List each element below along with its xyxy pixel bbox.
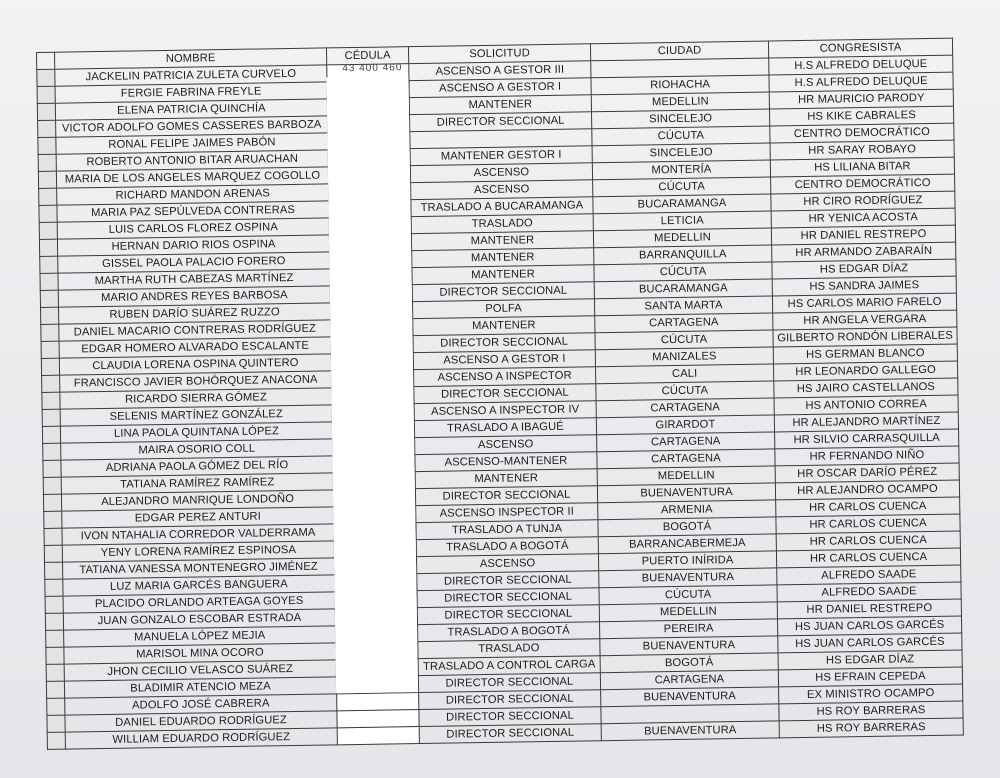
nombre-cell: MARIA PAZ SEPÚLVEDA CONTRERAS bbox=[57, 201, 329, 222]
solicitud-cell: ASCENSO A GESTOR I bbox=[413, 350, 595, 370]
ciudad-cell: RIOHACHA bbox=[591, 75, 769, 95]
congresista-cell: H.S ALFREDO DELUQUE bbox=[769, 55, 953, 75]
row-index-cell bbox=[39, 222, 57, 239]
row-index-cell bbox=[41, 324, 59, 341]
solicitud-cell: ASCENSO bbox=[415, 435, 597, 455]
nombre-cell: JACKELIN PATRICIA ZULETA CURVELO bbox=[55, 65, 327, 86]
nombre-cell: TATIANA RAMÍREZ RAMÍREZ bbox=[61, 473, 333, 494]
nombre-cell: LUIS CARLOS FLOREZ OSPINA bbox=[57, 218, 329, 239]
partial-cedula-text: 43 400 460 bbox=[342, 62, 403, 75]
nombre-cell: VICTOR ADOLFO GOMES CASSERES BARBOZA bbox=[56, 116, 328, 137]
row-index-cell bbox=[42, 426, 60, 443]
solicitud-cell: ASCENSO bbox=[416, 554, 598, 574]
ciudad-cell: BOGOTÁ bbox=[598, 517, 776, 537]
nombre-cell: CLAUDIA LORENA OSPINA QUINTERO bbox=[59, 354, 331, 375]
nombre-cell: MANUELA LÓPEZ MEJIA bbox=[64, 626, 336, 647]
nombre-cell: MARISOL MINA OCORO bbox=[64, 643, 336, 664]
row-index-cell bbox=[38, 120, 56, 137]
redaction-block bbox=[326, 76, 418, 693]
row-index-cell bbox=[40, 256, 58, 273]
nombre-cell: MARTHA RUTH CABEZAS MARTÍNEZ bbox=[58, 269, 330, 290]
ciudad-cell: BUCARAMANGA bbox=[593, 194, 771, 214]
congresista-cell: HR DANIEL RESTREPO bbox=[771, 225, 955, 245]
row-index-cell bbox=[47, 698, 65, 715]
ciudad-cell: MONTERÍA bbox=[592, 160, 770, 180]
congresista-cell: HR SARAY ROBAYO bbox=[770, 140, 954, 160]
congresista-cell: CENTRO DEMOCRÁTICO bbox=[771, 174, 955, 194]
solicitud-cell: ASCENSO-MANTENER bbox=[415, 452, 597, 472]
solicitud-cell: TRASLADO A IBAGUÉ bbox=[414, 418, 596, 438]
solicitud-cell: DIRECTOR SECCIONAL bbox=[419, 707, 601, 727]
row-index-cell bbox=[38, 171, 56, 188]
row-index-cell bbox=[39, 188, 57, 205]
congresista-cell: HR YENICA ACOSTA bbox=[771, 208, 955, 228]
solicitud-cell: TRASLADO A BUCARAMANGA bbox=[411, 197, 593, 217]
nombre-cell: RUBEN DARÍO SUÁREZ RUZZO bbox=[59, 303, 331, 324]
nombre-cell: IVON NTAHALIA CORREDOR VALDERRAMA bbox=[62, 524, 334, 545]
nombre-cell: DANIEL MACARIO CONTRERAS RODRÍGUEZ bbox=[59, 320, 331, 341]
nombre-cell: MARIA DE LOS ANGELES MARQUEZ COGOLLO bbox=[56, 167, 328, 188]
solicitud-cell: POLFA bbox=[412, 299, 594, 319]
congresista-cell: HR CARLOS CUENCA bbox=[776, 548, 960, 568]
ciudad-cell: CARTAGENA bbox=[596, 398, 774, 418]
row-index-cell bbox=[43, 460, 61, 477]
congresista-cell: ALFREDO SAADE bbox=[777, 565, 961, 585]
congresista-cell: HS ROY BARRERAS bbox=[779, 701, 963, 721]
row-index-cell bbox=[39, 205, 57, 222]
congresista-cell: HS JAIRO CASTELLANOS bbox=[774, 378, 958, 398]
ciudad-cell: PEREIRA bbox=[600, 619, 778, 639]
congresista-cell: GILBERTO RONDÓN LIBERALES bbox=[773, 327, 957, 347]
solicitud-cell: DIRECTOR SECCIONAL bbox=[413, 333, 595, 353]
row-index-cell bbox=[38, 137, 56, 154]
nombre-cell: ELENA PATRICIA QUINCHÍA bbox=[55, 99, 327, 120]
solicitud-cell: DIRECTOR SECCIONAL bbox=[418, 673, 600, 693]
row-index-cell bbox=[40, 273, 58, 290]
congresista-cell: HR LEONARDO GALLEGO bbox=[773, 361, 957, 381]
ciudad-cell: BUENAVENTURA bbox=[597, 483, 775, 503]
cedula-cell bbox=[337, 693, 419, 711]
nombre-cell: ADRIANA PAOLA GÓMEZ DEL RÍO bbox=[61, 456, 333, 477]
nombre-cell: RICHARD MANDON ARENAS bbox=[57, 184, 329, 205]
ciudad-cell: CARTAGENA bbox=[600, 670, 778, 690]
ciudad-cell: BARRANQUILLA bbox=[594, 245, 772, 265]
nombre-cell: FERGIE FABRINA FREYLE bbox=[55, 82, 327, 103]
ciudad-cell: LETICIA bbox=[593, 211, 771, 231]
ciudad-cell: MANIZALES bbox=[595, 347, 773, 367]
nombre-cell: ROBERTO ANTONIO BITAR ARUACHAN bbox=[56, 150, 328, 171]
congresista-cell: HR FERNANDO NIÑO bbox=[775, 446, 959, 466]
nombre-cell: EDGAR HOMERO ALVARADO ESCALANTE bbox=[59, 337, 331, 358]
ciudad-cell: CARTAGENA bbox=[595, 313, 773, 333]
nombre-cell: ALEJANDRO MANRIQUE LONDOÑO bbox=[61, 490, 333, 511]
solicitud-cell: DIRECTOR SECCIONAL bbox=[417, 605, 599, 625]
row-index-cell bbox=[46, 681, 64, 698]
ciudad-cell: BUENAVENTURA bbox=[600, 636, 778, 656]
solicitud-cell: DIRECTOR SECCIONAL bbox=[414, 384, 596, 404]
nombre-cell: MAIRA OSORIO COLL bbox=[61, 439, 333, 460]
congresista-cell: HR OSCAR DARÍO PÉREZ bbox=[775, 463, 959, 483]
table-wrapper bbox=[36, 38, 963, 758]
nombre-cell: PLACIDO ORLANDO ARTEAGA GOYES bbox=[63, 592, 335, 613]
ciudad-cell: GIRARDOT bbox=[596, 415, 774, 435]
solicitud-cell: ASCENSO INSPECTOR II bbox=[416, 503, 598, 523]
ciudad-cell: SINCELEJO bbox=[592, 143, 770, 163]
solicitud-cell: MANTENER bbox=[411, 231, 593, 251]
row-index-cell bbox=[37, 69, 55, 86]
cedula-cell bbox=[337, 710, 419, 728]
nombre-cell: GISSEL PAOLA PALACIO FORERO bbox=[58, 252, 330, 273]
congresista-cell: HR CARLOS CUENCA bbox=[776, 531, 960, 551]
row-index-cell bbox=[43, 477, 61, 494]
solicitud-cell: ASCENSO bbox=[410, 163, 592, 183]
row-index-cell bbox=[41, 358, 59, 375]
row-index-cell bbox=[42, 392, 60, 409]
nombre-cell: BLADIMIR ATENCIO MEZA bbox=[64, 677, 336, 698]
congresista-cell: HS EFRAIN CEPEDA bbox=[778, 667, 962, 687]
row-index-cell bbox=[45, 579, 63, 596]
nombre-cell: JHON CECILIO VELASCO SUÁREZ bbox=[64, 660, 336, 681]
congresista-cell: HR DANIEL RESTREPO bbox=[777, 599, 961, 619]
congresista-cell: H.S ALFREDO DELUQUE bbox=[769, 72, 953, 92]
nombre-cell: RICARDO SIERRA GÓMEZ bbox=[60, 388, 332, 409]
ciudad-cell: SINCELEJO bbox=[592, 109, 770, 129]
row-index-cell bbox=[40, 290, 58, 307]
header-solicitud: SOLICITUD bbox=[408, 44, 590, 64]
nombre-cell: LUZ MARIA GARCÉS BANGUERA bbox=[63, 575, 335, 596]
congresista-cell: HR CARLOS CUENCA bbox=[776, 497, 960, 517]
solicitud-cell: ASCENSO A INSPECTOR bbox=[414, 367, 596, 387]
ciudad-cell: MEDELLIN bbox=[597, 466, 775, 486]
row-index-cell bbox=[41, 341, 59, 358]
row-index-cell bbox=[46, 630, 64, 647]
congresista-cell: HS EDGAR DÍAZ bbox=[772, 259, 956, 279]
row-index-cell bbox=[45, 613, 63, 630]
congresista-cell: HS JUAN CARLOS GARCÉS bbox=[777, 616, 961, 636]
congresista-cell: EX MINISTRO OCAMPO bbox=[779, 684, 963, 704]
nombre-cell: EDGAR PEREZ ANTURI bbox=[62, 507, 334, 528]
congresista-cell: HR ARMANDO ZABARAÍN bbox=[772, 242, 956, 262]
row-index-cell bbox=[39, 239, 57, 256]
congresista-cell: HS ROY BARRERAS bbox=[779, 718, 963, 738]
solicitud-cell: DIRECTOR SECCIONAL bbox=[415, 486, 597, 506]
ciudad-cell: CÚCUTA bbox=[599, 585, 777, 605]
nombre-cell: DANIEL EDUARDO RODRÍGUEZ bbox=[65, 711, 337, 732]
ciudad-cell: CÚCUTA bbox=[592, 126, 770, 146]
row-index-cell bbox=[37, 103, 55, 120]
nombre-cell: TATIANA VANESSA MONTENEGRO JIMÉNEZ bbox=[63, 558, 335, 579]
header-ciudad: CIUDAD bbox=[590, 41, 768, 61]
congresista-cell: HR CARLOS CUENCA bbox=[776, 514, 960, 534]
row-index-cell bbox=[43, 494, 61, 511]
solicitud-cell: DIRECTOR SECCIONAL bbox=[417, 588, 599, 608]
ciudad-cell: ARMENIA bbox=[598, 500, 776, 520]
ciudad-cell: MEDELLIN bbox=[599, 602, 777, 622]
row-index-cell bbox=[43, 443, 61, 460]
ciudad-cell: SANTA MARTA bbox=[594, 296, 772, 316]
ciudad-cell: CÚCUTA bbox=[594, 262, 772, 282]
nombre-cell: MARIO ANDRES REYES BARBOSA bbox=[58, 286, 330, 307]
ciudad-cell: CARTAGENA bbox=[597, 432, 775, 452]
ciudad-cell: CALI bbox=[596, 364, 774, 384]
solicitud-cell: DIRECTOR SECCIONAL bbox=[412, 282, 594, 302]
row-index-cell bbox=[47, 732, 65, 749]
nombre-cell: YENY LORENA RAMÍREZ ESPINOSA bbox=[62, 541, 334, 562]
row-index-cell bbox=[42, 375, 60, 392]
ciudad-cell: PUERTO INÍRIDA bbox=[598, 551, 776, 571]
row-index-cell bbox=[44, 511, 62, 528]
ciudad-cell: CARTAGENA bbox=[597, 449, 775, 469]
ciudad-cell: MEDELLIN bbox=[593, 228, 771, 248]
ciudad-cell: CÚCUTA bbox=[595, 330, 773, 350]
congresista-cell: HR ALEJANDRO OCAMPO bbox=[775, 480, 959, 500]
solicitud-cell: ASCENSO A GESTOR I bbox=[409, 78, 591, 98]
ciudad-cell: BARRANCABERMEJA bbox=[598, 534, 776, 554]
ciudad-cell: BOGOTÁ bbox=[600, 653, 778, 673]
nombre-cell: HERNAN DARIO RIOS OSPINA bbox=[57, 235, 329, 256]
congresista-cell: HR CIRO RODRÍGUEZ bbox=[771, 191, 955, 211]
nombre-cell: LINA PAOLA QUINTANA LÓPEZ bbox=[60, 422, 332, 443]
congresista-cell: HS CARLOS MARIO FARELO bbox=[772, 293, 956, 313]
row-index-cell bbox=[38, 154, 56, 171]
solicitud-cell: DIRECTOR SECCIONAL bbox=[419, 724, 601, 744]
ciudad-cell: CÚCUTA bbox=[593, 177, 771, 197]
ciudad-cell: MEDELLIN bbox=[591, 92, 769, 112]
congresista-cell: ALFREDO SAADE bbox=[777, 582, 961, 602]
row-index-cell bbox=[42, 409, 60, 426]
congresista-cell: HR SILVIO CARRASQUILLA bbox=[775, 429, 959, 449]
row-index-cell bbox=[45, 562, 63, 579]
nombre-cell: SELENIS MARTÍNEZ GONZÁLEZ bbox=[60, 405, 332, 426]
row-index-cell bbox=[44, 545, 62, 562]
ciudad-cell: CÚCUTA bbox=[596, 381, 774, 401]
solicitud-cell: TRASLADO A BOGOTÁ bbox=[416, 537, 598, 557]
row-index-cell bbox=[46, 647, 64, 664]
header-index bbox=[37, 52, 55, 69]
solicitud-cell: MANTENER bbox=[415, 469, 597, 489]
congresista-cell: HS EDGAR DÍAZ bbox=[778, 650, 962, 670]
solicitud-cell: TRASLADO bbox=[411, 214, 593, 234]
solicitud-cell: MANTENER bbox=[413, 316, 595, 336]
header-congresista: CONGRESISTA bbox=[768, 38, 952, 58]
solicitud-cell: DIRECTOR SECCIONAL bbox=[417, 571, 599, 591]
congresista-cell: HR ANGELA VERGARA bbox=[773, 310, 957, 330]
request-table bbox=[36, 38, 964, 750]
nombre-cell: WILLIAM EDUARDO RODRÍGUEZ bbox=[65, 728, 337, 749]
row-index-cell bbox=[46, 664, 64, 681]
ciudad-cell: BUENAVENTURA bbox=[599, 568, 777, 588]
solicitud-cell: MANTENER bbox=[409, 95, 591, 115]
congresista-cell: HS GERMAN BLANCO bbox=[773, 344, 957, 364]
congresista-cell: HS LILIANA BITAR bbox=[770, 157, 954, 177]
row-index-cell bbox=[45, 596, 63, 613]
solicitud-cell: DIRECTOR SECCIONAL bbox=[419, 690, 601, 710]
header-nombre: NOMBRE bbox=[55, 48, 327, 69]
nombre-cell: RONAL FELIPE JAIMES PABÓN bbox=[56, 133, 328, 154]
nombre-cell: ADOLFO JOSÉ CABRERA bbox=[65, 694, 337, 715]
table-body bbox=[37, 55, 964, 749]
row-index-cell bbox=[44, 528, 62, 545]
solicitud-cell: TRASLADO A CONTROL CARGA bbox=[418, 656, 600, 676]
solicitud-cell: ASCENSO A GESTOR III bbox=[409, 61, 591, 81]
solicitud-cell: ASCENSO A INSPECTOR IV bbox=[414, 401, 596, 421]
nombre-cell: JUAN GONZALO ESCOBAR ESTRADA bbox=[63, 609, 335, 630]
congresista-cell: HR MAURICIO PARODY bbox=[769, 89, 953, 109]
solicitud-cell: ASCENSO bbox=[411, 180, 593, 200]
ciudad-cell: BUCARAMANGA bbox=[594, 279, 772, 299]
row-index-cell bbox=[37, 86, 55, 103]
solicitud-cell: MANTENER bbox=[412, 265, 594, 285]
congresista-cell: HS SANDRA JAIMES bbox=[772, 276, 956, 296]
row-index-cell bbox=[41, 307, 59, 324]
solicitud-cell: TRASLADO A BOGOTÁ bbox=[418, 622, 600, 642]
header-cedula: CÉDULA bbox=[326, 47, 408, 65]
solicitud-cell: MANTENER bbox=[412, 248, 594, 268]
solicitud-cell: TRASLADO A TUNJA bbox=[416, 520, 598, 540]
row-index-cell bbox=[47, 715, 65, 732]
nombre-cell: FRANCISCO JAVIER BOHÓRQUEZ ANACONA bbox=[60, 371, 332, 392]
congresista-cell: HR ALEJANDRO MARTÍNEZ bbox=[774, 412, 958, 432]
congresista-cell: HS JUAN CARLOS GARCÉS bbox=[778, 633, 962, 653]
solicitud-cell: TRASLADO bbox=[418, 639, 600, 659]
congresista-cell: CENTRO DEMOCRÁTICO bbox=[770, 123, 954, 143]
congresista-cell: HS ANTONIO CORREA bbox=[774, 395, 958, 415]
ciudad-cell: BUENAVENTURA bbox=[601, 721, 779, 741]
solicitud-cell: MANTENER GESTOR I bbox=[410, 146, 592, 166]
congresista-cell: HS KIKE CABRALES bbox=[769, 106, 953, 126]
cedula-cell bbox=[337, 727, 419, 745]
ciudad-cell: BUENAVENTURA bbox=[601, 687, 779, 707]
solicitud-cell: DIRECTOR SECCIONAL bbox=[410, 112, 592, 132]
